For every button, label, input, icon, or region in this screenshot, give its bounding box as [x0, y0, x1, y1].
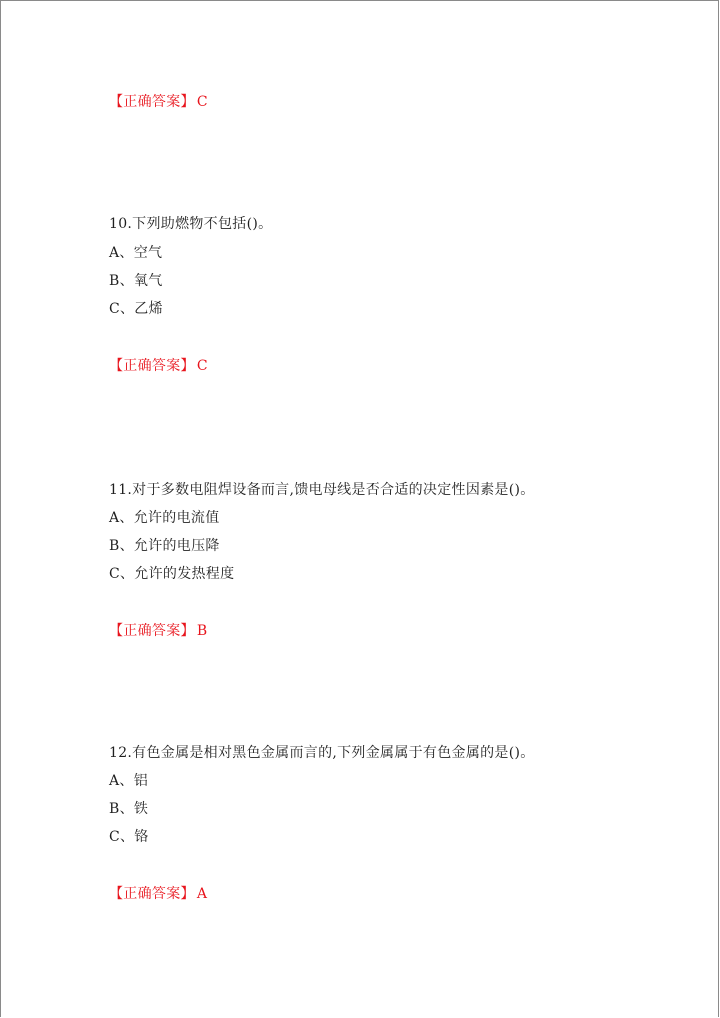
question-12-option-c: C、铬	[109, 829, 149, 845]
answer-letter: B	[196, 623, 208, 639]
answer-letter: C	[196, 358, 208, 374]
question-12-option-a: A、铝	[109, 773, 149, 789]
question-11-option-c: C、允许的发热程度	[109, 566, 235, 582]
answer-line-12	[109, 885, 207, 903]
question-12: 12.有色金属是相对黑色金属而言的,下列金属属于有色金属的是()。	[109, 745, 535, 761]
answer-line-11	[109, 622, 207, 640]
answer-line-10	[109, 357, 208, 375]
question-11-option-a: A、允许的电流值	[109, 510, 220, 526]
answer-label: 【正确答案】	[109, 358, 195, 374]
question-10-option-c: C、乙烯	[109, 301, 163, 317]
question-10-option-b: B、氧气	[109, 273, 163, 289]
question-10: 10.下列助燃物不包括()。	[109, 216, 273, 232]
question-10-option-a: A、空气	[109, 245, 163, 261]
answer-label: 【正确答案】	[109, 623, 195, 639]
answer-letter: C	[196, 94, 208, 110]
question-11: 11.对于多数电阻焊设备而言,馈电母线是否合适的决定性因素是()。	[109, 482, 535, 498]
question-11-option-b: B、允许的电压降	[109, 538, 220, 554]
answer-label: 【正确答案】	[109, 94, 195, 110]
answer-line-9	[109, 93, 208, 111]
answer-label: 【正确答案】	[109, 886, 195, 902]
answer-letter: A	[196, 886, 208, 902]
question-12-option-b: B、铁	[109, 801, 149, 817]
